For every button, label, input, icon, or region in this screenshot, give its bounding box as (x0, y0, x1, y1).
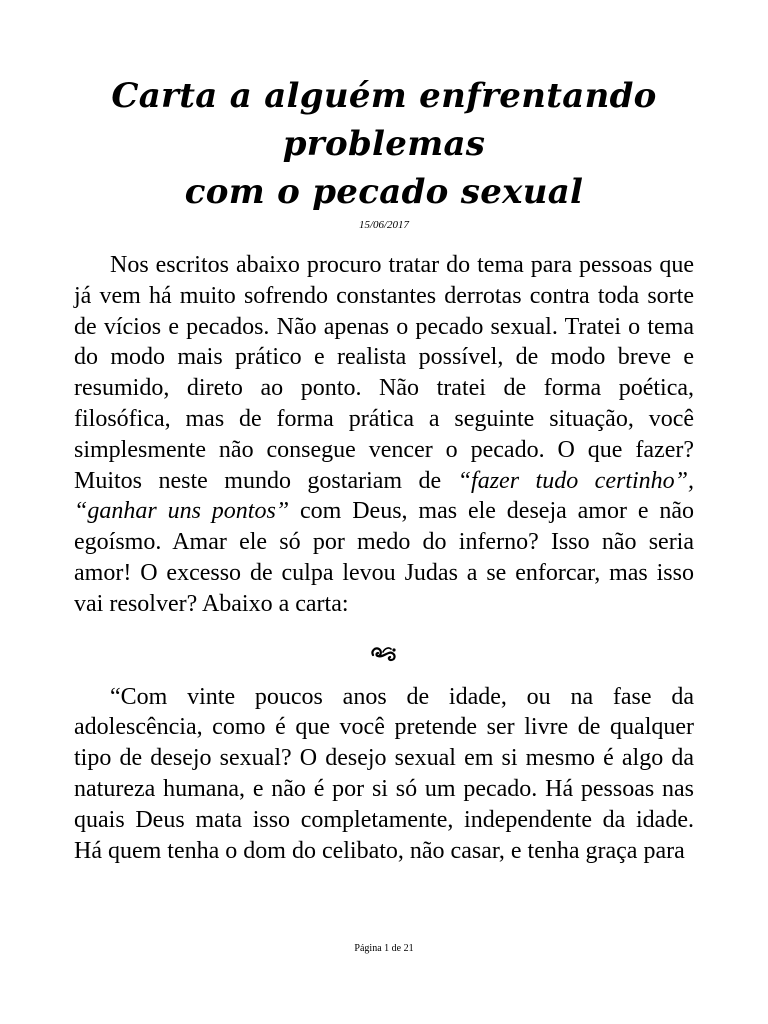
document-title (74, 72, 694, 216)
letter-paragraph: “Com vinte poucos anos de idade, ou na fase da adolescência, como é que você pretende ser livre de qualquer tipo de desejo sexual? O desejo sexual em si mesmo é algo da natureza humana, e não é por si só um pecado. Há pessoas nas quais Deus mata isso completamente, independente da idade. Há quem tenha o dom do celibato, não casar, e tenha graça para (74, 683, 694, 864)
intro-italic-quote: “fazer tudo certinho”, “ganhar uns pontos” (74, 467, 695, 525)
title-line-1: Carta a alguém enfrentando problemas (111, 76, 657, 164)
page-footer: Página 1 de 21 (354, 943, 414, 954)
document-date: 15/06/2017 (358, 219, 410, 231)
document-page (74, 72, 694, 866)
intro-text-part-1: Nos escritos abaixo procuro tratar do tema para pessoas que já vem há muito sofrendo constantes derrotas contra toda sorte de vícios e pecados. Não apenas o pecado sexual. Tratei o tema do modo mais prático e realista possível, de modo breve e resumido, direto ao ponto. Não tratei de forma poética, filosófica, mas de forma prática a seguinte situação, você simplesmente não consegue vencer o pecado. O que fazer? Muitos neste mundo gostariam de (74, 252, 694, 494)
intro-text-part-2: com Deus, mas ele deseja amor e não egoísmo. Amar ele só por medo do inferno? Isso não seria amor! O excesso de culpa levou Judas a se enforcar, mas isso vai resolver? Abaixo a carta: (74, 498, 694, 617)
title-line-2: com o pecado sexual (184, 172, 584, 212)
fleuron-ornament-icon (74, 642, 694, 672)
intro-paragraph (74, 250, 694, 620)
